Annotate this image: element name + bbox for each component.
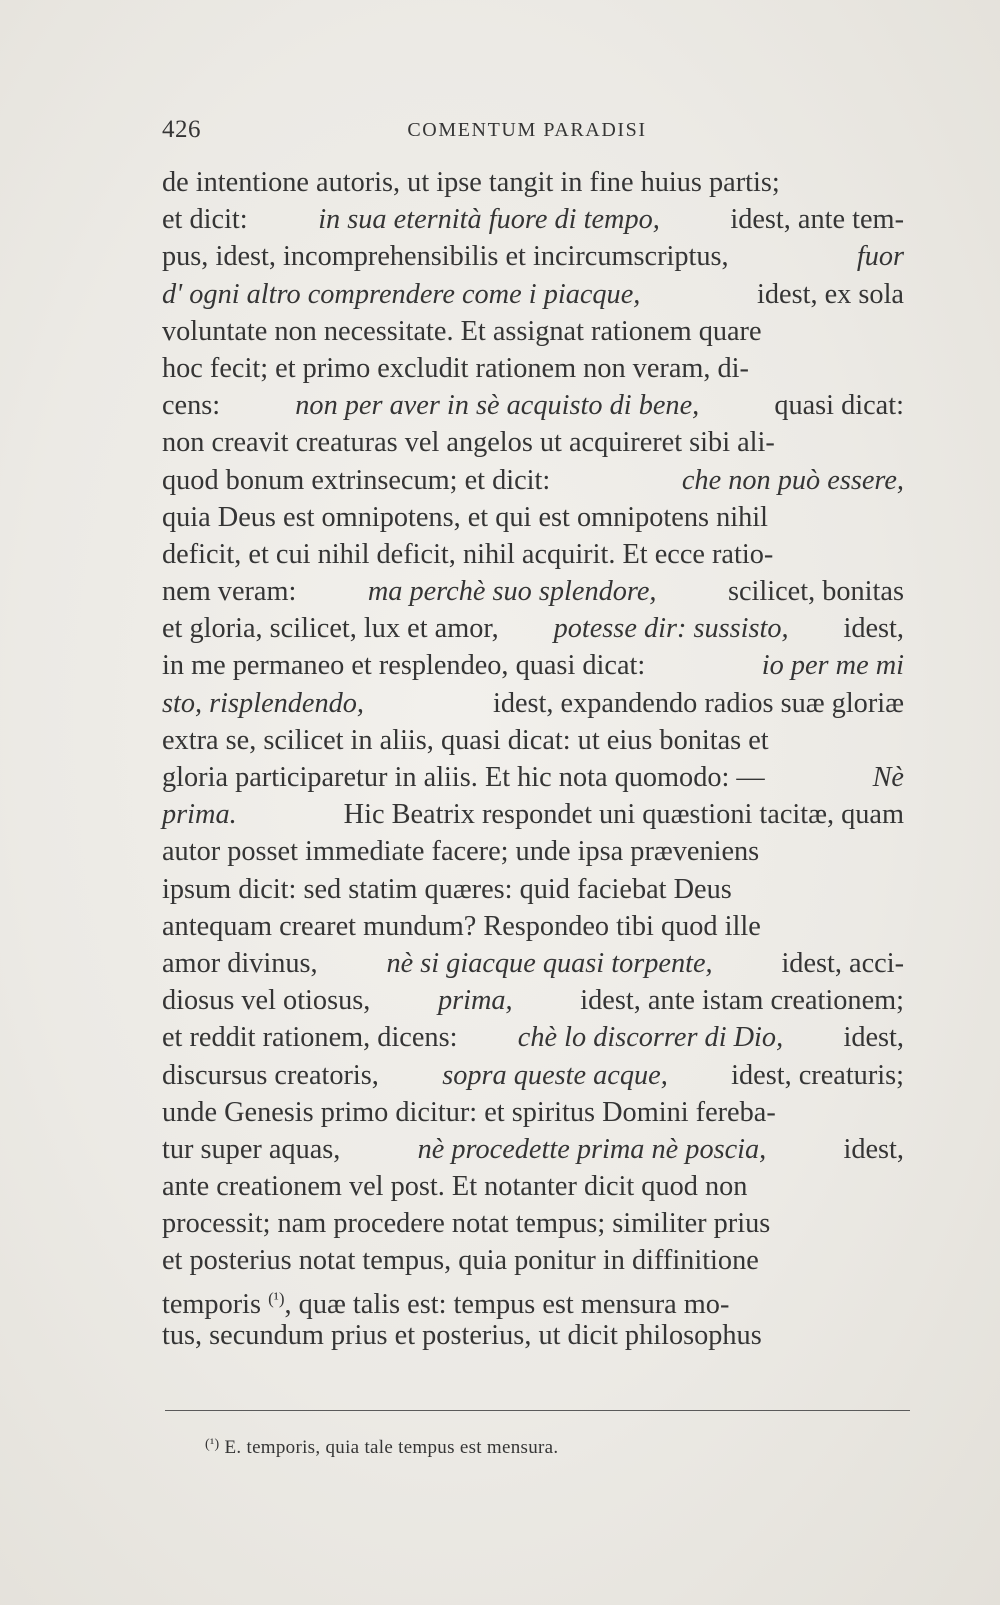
footnote-reference: (¹) <box>268 1288 285 1308</box>
text-segment: nem veram: <box>162 576 297 608</box>
text-line <box>162 350 904 387</box>
page-number: 426 <box>162 116 201 143</box>
text-line <box>162 982 904 1019</box>
text-segment: discursus creatoris, <box>162 1059 379 1091</box>
quoted-italic: nè procedette prima nè poscia, <box>417 1133 767 1165</box>
text-line <box>162 610 904 647</box>
quoted-italic: non per aver in sè acquisto di bene, <box>295 390 700 422</box>
text-segment: idest, <box>843 613 904 645</box>
text-segment: amor divinus, <box>162 947 318 979</box>
quoted-italic: prima, <box>437 985 513 1017</box>
text-segment: tur super aquas, <box>162 1133 341 1165</box>
quoted-italic: prima. <box>162 799 237 831</box>
footnote-text: E. temporis, quia tale tempus est mensura. <box>224 1437 559 1458</box>
text-segment: hoc fecit; et primo excludit rationem non veram, di- <box>162 352 749 384</box>
text-segment: pus, idest, incomprehensibilis et incircumscriptus, <box>162 241 729 273</box>
text-segment: et dicit: <box>162 204 248 236</box>
text-line <box>162 536 904 573</box>
page-header <box>162 116 902 156</box>
text-line <box>162 238 904 275</box>
text-segment: idest, acci- <box>781 947 904 979</box>
quoted-italic: che non può essere, <box>681 464 904 496</box>
text-segment: de intentione autoris, ut ipse tangit in fine huius partis; <box>162 167 780 198</box>
text-segment: antequam crearet mundum? Respondeo tibi quod ille <box>162 910 761 942</box>
text-line <box>162 313 904 350</box>
text-segment: idest, expandendo radios suæ gloriæ <box>492 687 904 719</box>
text-segment: Hic Beatrix respondet uni quæstioni tacitæ, quam <box>343 799 904 831</box>
text-line <box>162 201 904 238</box>
text-line <box>162 685 904 722</box>
text-segment: processit; nam procedere notat tempus; similiter prius <box>162 1208 771 1240</box>
text-line <box>162 833 904 870</box>
text-segment: ipsum dicit: sed statim quæres: quid faciebat Deus <box>162 873 732 905</box>
text-line <box>162 1317 904 1354</box>
text-segment: idest, <box>843 1133 904 1165</box>
text-line <box>162 462 904 499</box>
quoted-italic: Nè <box>872 762 904 793</box>
text-segment: quasi dicat: <box>774 390 904 422</box>
running-title: COMENTUM PARADISI <box>407 119 647 141</box>
text-segment: tus, secundum prius et posterius, ut dicit philosophus <box>162 1319 762 1351</box>
text-line <box>162 1280 904 1320</box>
text-segment: et gloria, scilicet, lux et amor, <box>162 613 499 645</box>
text-segment: quia Deus est omnipotens, et qui est omnipotens nihil <box>162 501 768 533</box>
text-segment: diosus vel otiosus, <box>162 985 371 1017</box>
text-line <box>162 1242 904 1279</box>
text-line <box>162 573 904 610</box>
quoted-italic: d' ogni altro comprendere come i piacque, <box>162 278 641 310</box>
text-line <box>162 164 904 201</box>
text-line <box>162 1205 904 1242</box>
quoted-italic: fuor <box>856 241 904 273</box>
text-segment: temporis <box>162 1288 262 1320</box>
quoted-italic: sto, risplendendo, <box>162 687 365 719</box>
text-segment: et reddit rationem, dicens: <box>162 1022 458 1054</box>
quoted-italic: chè lo discorrer di Dio, <box>517 1022 784 1054</box>
text-line <box>162 796 904 833</box>
text-segment: et posterius notat tempus, quia ponitur in diffinitione <box>162 1245 759 1277</box>
text-segment: cens: <box>162 390 221 422</box>
footnote-rule <box>165 1410 910 1411</box>
text-segment: non creavit creaturas vel angelos ut acquireret sibi ali- <box>162 427 775 459</box>
footnote <box>205 1437 558 1459</box>
text-line <box>162 871 904 908</box>
text-segment: idest, ante istam creationem; <box>580 985 904 1017</box>
text-line <box>162 387 904 424</box>
quoted-italic: io per me mi <box>761 650 904 682</box>
text-segment: voluntate non necessitate. Et assignat rationem quare <box>162 315 762 347</box>
text-line <box>162 1168 904 1205</box>
quoted-italic: potesse dir: sussisto, <box>553 613 789 645</box>
text-segment: autor posset immediate facere; unde ipsa præveniens <box>162 836 760 868</box>
text-segment: idest, ante tem- <box>730 204 904 236</box>
text-segment: gloria participaretur in aliis. Et hic nota quomodo: — <box>162 762 765 793</box>
text-segment: , quæ talis est: tempus est mensura mo- <box>284 1288 730 1320</box>
quoted-italic: in sua eternità fuore di tempo, <box>318 204 660 236</box>
text-segment: deficit, et cui nihil deficit, nihil acquirit. Et ecce ratio- <box>162 538 774 570</box>
quoted-italic: sopra queste acque, <box>442 1059 668 1091</box>
text-line <box>162 1019 904 1056</box>
text-line <box>162 647 904 684</box>
text-segment: idest, ex sola <box>757 278 904 310</box>
quoted-italic: nè si giacque quasi torpente, <box>386 947 713 979</box>
text-line <box>162 424 904 461</box>
text-line <box>162 1094 904 1131</box>
text-segment: idest, creaturis; <box>731 1059 904 1091</box>
text-segment: scilicet, bonitas <box>727 576 904 608</box>
text-line <box>162 499 904 536</box>
main-text <box>162 164 904 1354</box>
text-line <box>162 1057 904 1094</box>
text-line <box>162 945 904 982</box>
text-segment: unde Genesis primo dicitur: et spiritus Domini fereba- <box>162 1096 776 1128</box>
quoted-italic: ma perchè suo splendore, <box>367 576 657 608</box>
text-segment: quod bonum extrinsecum; et dicit: <box>162 464 551 496</box>
text-segment: in me permaneo et resplendeo, quasi dicat: <box>162 650 646 682</box>
text-line <box>162 1131 904 1168</box>
text-line <box>162 759 904 796</box>
text-line <box>162 908 904 945</box>
text-line <box>162 276 904 313</box>
text-segment: ante creationem vel post. Et notanter dicit quod non <box>162 1171 748 1203</box>
text-segment <box>162 1280 730 1320</box>
footnote-marker: (¹) <box>205 1437 220 1452</box>
text-segment: idest, <box>843 1022 904 1054</box>
text-line <box>162 722 904 759</box>
text-segment: extra se, scilicet in aliis, quasi dicat: ut eius bonitas et <box>162 724 769 756</box>
